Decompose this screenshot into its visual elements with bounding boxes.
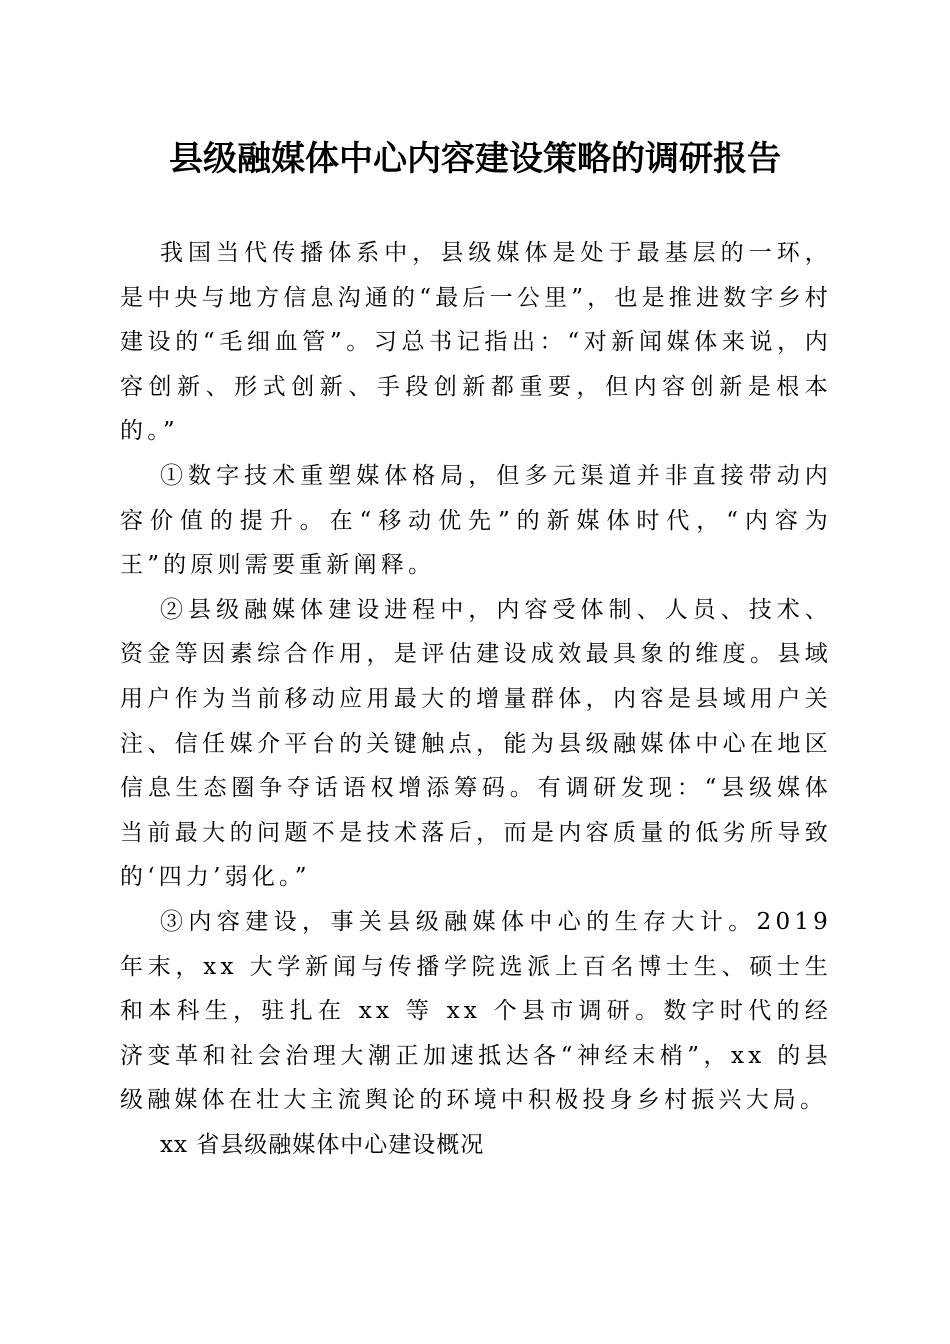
section-heading: xx 省县级融媒体中心建设概况 [160,1131,485,1158]
paragraph-point-1: ①数字技术重塑媒体格局，但多元渠道并非直接带动内容价值的提升。在“移动优先”的新媒体时代，“内容为王”的原则需要重新阐释。 [120,462,832,579]
document-body [120,231,832,1167]
paragraph-point-3: ③内容建设，事关县级融媒体中心的生存大计。2019 年末，xx 大学新闻与传播学院选派上百名博士生、硕士生和本科生，驻扎在 xx 等 xx 个县市调研。数字时代的经济变革和社会治理大潮正加速抵达各“神经末梢”，xx 的县级融媒体在壮大主流舆论的环境中积极投身乡村振兴大局。 [120,908,832,1114]
document-title: 县级融媒体中心内容建设策略的调研报告 [169,139,781,179]
paragraph-intro: 我国当代传播体系中，县级媒体是处于最基层的一环，是中央与地方信息沟通的“最后一公里”，也是推进数字乡村建设的“毛细血管”。习总书记指出：“对新闻媒体来说，内容创新、形式创新、手段创新都重要，但内容创新是根本的。” [120,240,832,445]
paragraph-point-2: ②县级融媒体建设进程中，内容受体制、人员、技术、资金等因素综合作用，是评估建设成效最具象的维度。县域用户作为当前移动应用最大的增量群体，内容是县域用户关注、信任媒介平台的关键触点，能为县级融媒体中心在地区信息生态圈争夺话语权增添筹码。有调研发现：“县级媒体当前最大的问题不是技术落后，而是内容质量的低劣所导致的‘四力’弱化。” [120,596,832,891]
